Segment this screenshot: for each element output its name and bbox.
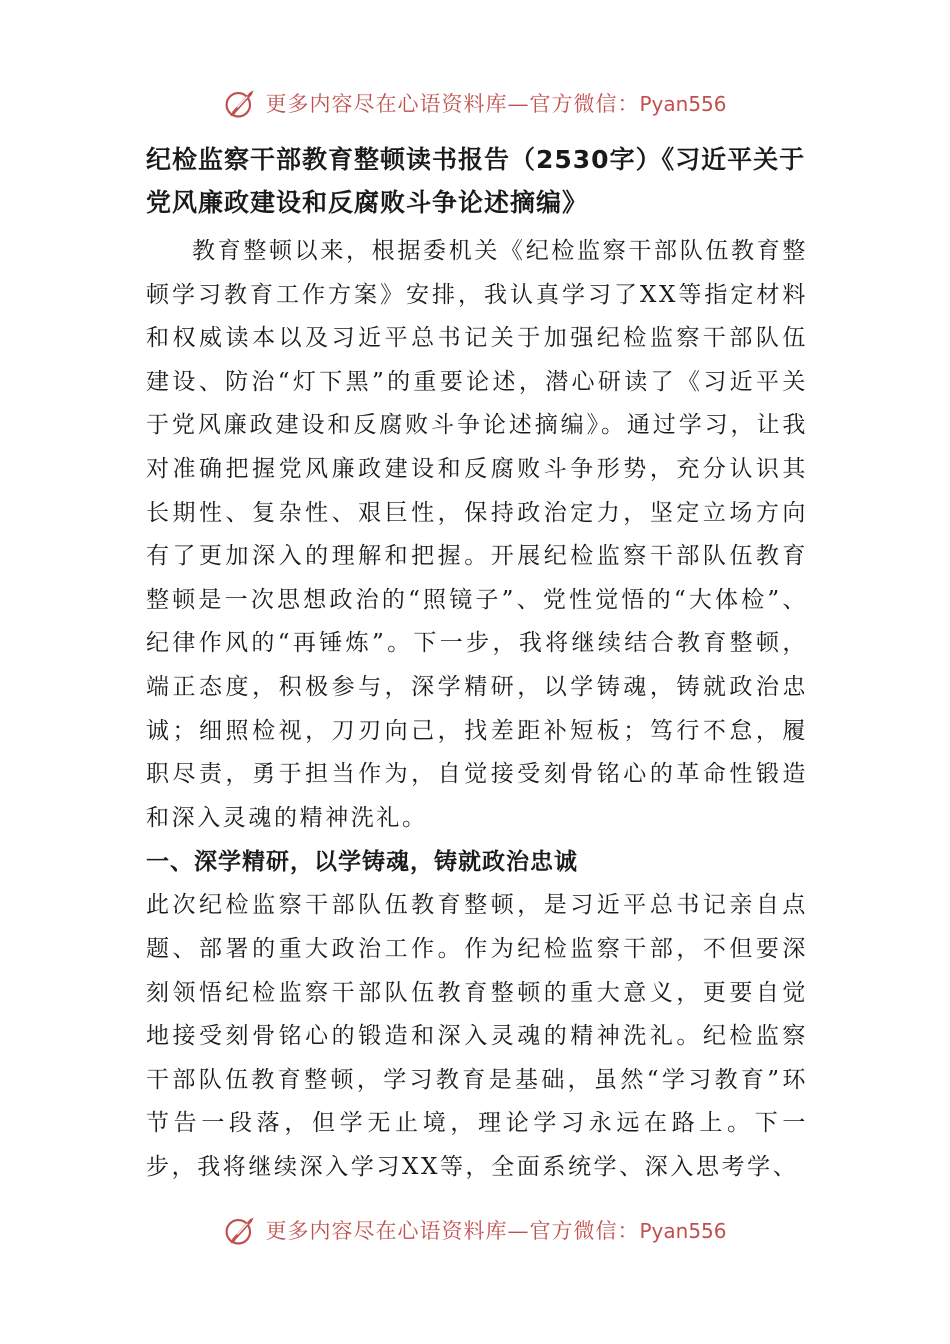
intro-paragraph: 教育整顿以来，根据委机关《纪检监察干部队伍教育整顿学习教育工作方案》安排，我认真学习了XX等指定材料和权威读本以及习近平总书记关于加强纪检监察干部队伍建设、防治“灯下黑”的重要论述，潜心研读了《习近平关于党风廉政建设和反腐败斗争论述摘编》。通过学习，让我对准确把握党风廉政建设和反腐败斗争形势，充分认识其长期性、复杂性、艰巨性，保持政治定力，坚定立场方向有了更加深入的理解和把握。开展纪检监察干部队伍教育整顿是一次思想政治的“照镜子”、党性觉悟的“大体检”、纪律作风的“再锤炼”。下一步，我将继续结合教育整顿，端正态度，积极参与，深学精研，以学铸魂，铸就政治忠诚；细照检视，刀刃向己，找差距补短板；笃行不怠，履职尽责，勇于担当作为，自觉接受刻骨铭心的革命性锻造和深入灵魂的精神洗礼。 <box>146 238 808 831</box>
header-banner-text <box>265 88 726 118</box>
quill-pen-logo-icon <box>223 85 259 121</box>
header-banner-label: 更多内容尽在心语资料库—官方微信： <box>265 92 640 116</box>
footer-banner <box>0 1210 950 1250</box>
footer-wechat-id: Pyan556 <box>639 1219 727 1243</box>
header-wechat-id: Pyan556 <box>639 92 727 116</box>
section-1-paragraph: 此次纪检监察干部队伍教育整顿，是习近平总书记亲自点题、部署的重大政治工作。作为纪检监察干部，不但要深刻领悟纪检监察干部队伍教育整顿的重大意义，更要自觉地接受刻骨铭心的锻造和深入灵魂的精神洗礼。纪检监察干部队伍教育整顿，学习教育是基础，虽然“学习教育”环节告一段落，但学无止境，理论学习永远在路上。下一步，我将继续深入学习XX等，全面系统学、深入思考学、 <box>146 892 808 1180</box>
footer-banner-label: 更多内容尽在心语资料库—官方微信： <box>265 1219 640 1243</box>
document-body <box>146 138 808 1189</box>
document-title: 纪检监察干部教育整顿读书报告（2530字）《习近平关于党风廉政建设和反腐败斗争论述摘编》 <box>146 145 806 217</box>
quill-pen-logo-icon <box>223 1212 259 1248</box>
section-1-heading: 一、深学精研，以学铸魂，铸就政治忠诚 <box>146 849 578 876</box>
header-banner <box>0 83 950 123</box>
footer-banner-text <box>265 1215 726 1245</box>
